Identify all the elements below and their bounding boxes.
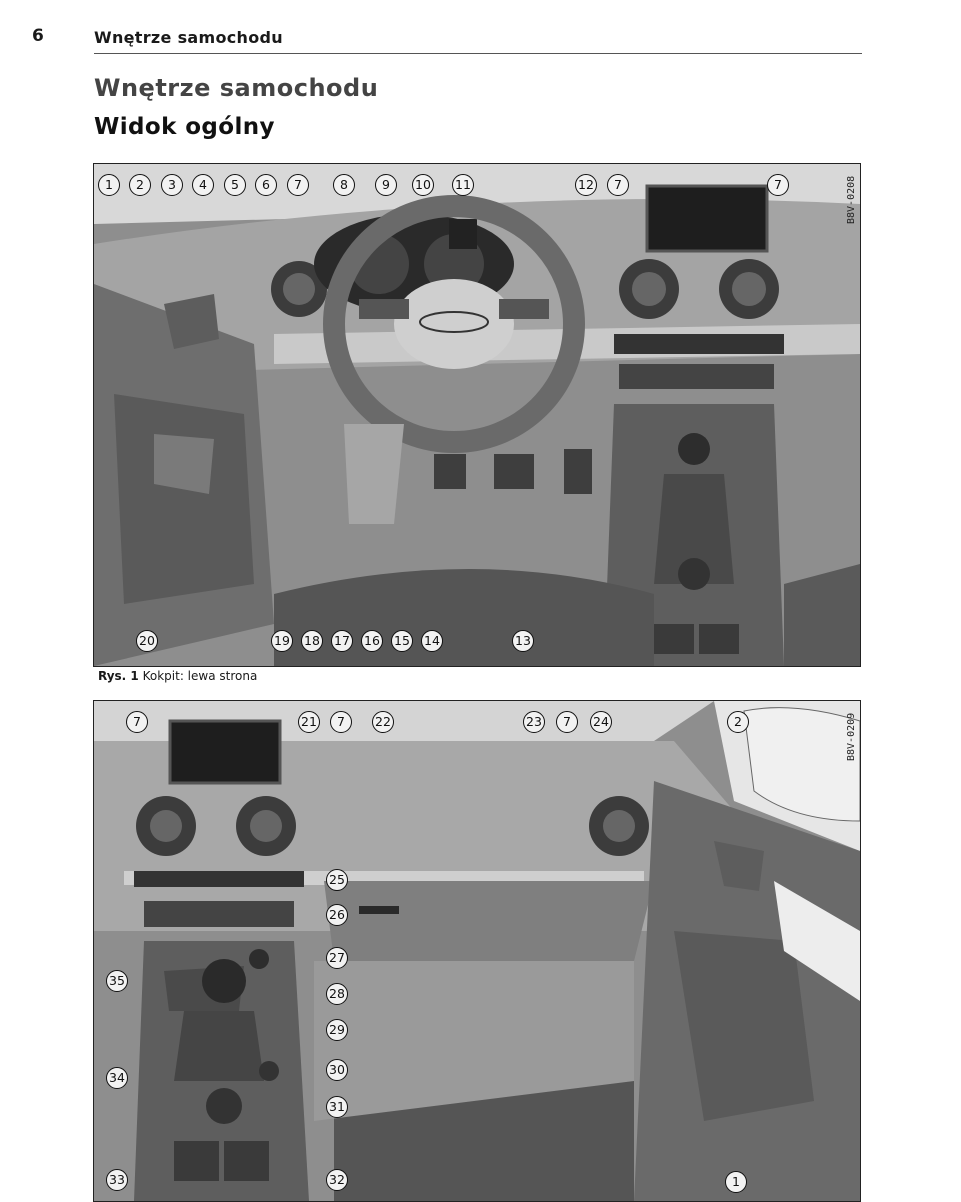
figure-1-cockpit-left bbox=[93, 163, 861, 667]
callout-12-label: 12 bbox=[575, 174, 597, 196]
callout-18-label: 18 bbox=[301, 630, 323, 652]
callout-27-label: 27 bbox=[326, 947, 348, 969]
section-subtitle: Widok ogólny bbox=[94, 114, 275, 140]
page-number: 6 bbox=[32, 26, 44, 46]
callout-17-label: 17 bbox=[331, 630, 353, 652]
callout-4-label: 4 bbox=[192, 174, 214, 196]
caption-label: Rys. 1 bbox=[98, 669, 139, 683]
callout-25-label: 25 bbox=[326, 869, 348, 891]
callout-15-label: 15 bbox=[391, 630, 413, 652]
callout-13-label: 13 bbox=[512, 630, 534, 652]
callout-16-label: 16 bbox=[361, 630, 383, 652]
callout-21-label: 21 bbox=[298, 711, 320, 733]
callout-7b-label: 7 bbox=[607, 174, 629, 196]
callout-2-label: 2 bbox=[727, 711, 749, 733]
callout-32-label: 32 bbox=[326, 1169, 348, 1191]
callout-19-label: 19 bbox=[271, 630, 293, 652]
callout-31-label: 31 bbox=[326, 1096, 348, 1118]
callout-22-label: 22 bbox=[372, 711, 394, 733]
callout-28-label: 28 bbox=[326, 983, 348, 1005]
callout-24-label: 24 bbox=[590, 711, 612, 733]
callout-9-label: 9 bbox=[375, 174, 397, 196]
running-header: Wnętrze samochodu bbox=[94, 28, 283, 47]
figure-2-illustration bbox=[94, 701, 860, 1201]
callout-26-label: 26 bbox=[326, 904, 348, 926]
callout-35-label: 35 bbox=[106, 970, 128, 992]
callout-30-label: 30 bbox=[326, 1059, 348, 1081]
callout-10-label: 10 bbox=[412, 174, 434, 196]
figure-1-code: B8V-0208 bbox=[846, 175, 857, 224]
callout-5-label: 5 bbox=[224, 174, 246, 196]
callout-11-label: 11 bbox=[452, 174, 474, 196]
figure-2-cockpit-right bbox=[93, 700, 861, 1202]
callout-7c-label: 7 bbox=[767, 174, 789, 196]
callout-23-label: 23 bbox=[523, 711, 545, 733]
callout-33-label: 33 bbox=[106, 1169, 128, 1191]
callout-3-label: 3 bbox=[161, 174, 183, 196]
callout-14-label: 14 bbox=[421, 630, 443, 652]
callout-8-label: 8 bbox=[333, 174, 355, 196]
callout-29-label: 29 bbox=[326, 1019, 348, 1041]
callout-1-label: 1 bbox=[725, 1171, 747, 1193]
callout-7c-label: 7 bbox=[556, 711, 578, 733]
callout-2-label: 2 bbox=[129, 174, 151, 196]
callout-1-label: 1 bbox=[98, 174, 120, 196]
figure-1-caption bbox=[98, 669, 257, 683]
header-rule bbox=[94, 53, 862, 54]
caption-text: Kokpit: lewa strona bbox=[142, 669, 258, 683]
callout-6-label: 6 bbox=[255, 174, 277, 196]
callout-34-label: 34 bbox=[106, 1067, 128, 1089]
callout-7b-label: 7 bbox=[330, 711, 352, 733]
figure-1-illustration bbox=[94, 164, 860, 666]
callout-7-label: 7 bbox=[287, 174, 309, 196]
callout-7-label: 7 bbox=[126, 711, 148, 733]
callout-20-label: 20 bbox=[136, 630, 158, 652]
section-title: Wnętrze samochodu bbox=[94, 74, 379, 102]
figure-2-code: B8V-0209 bbox=[846, 712, 857, 761]
